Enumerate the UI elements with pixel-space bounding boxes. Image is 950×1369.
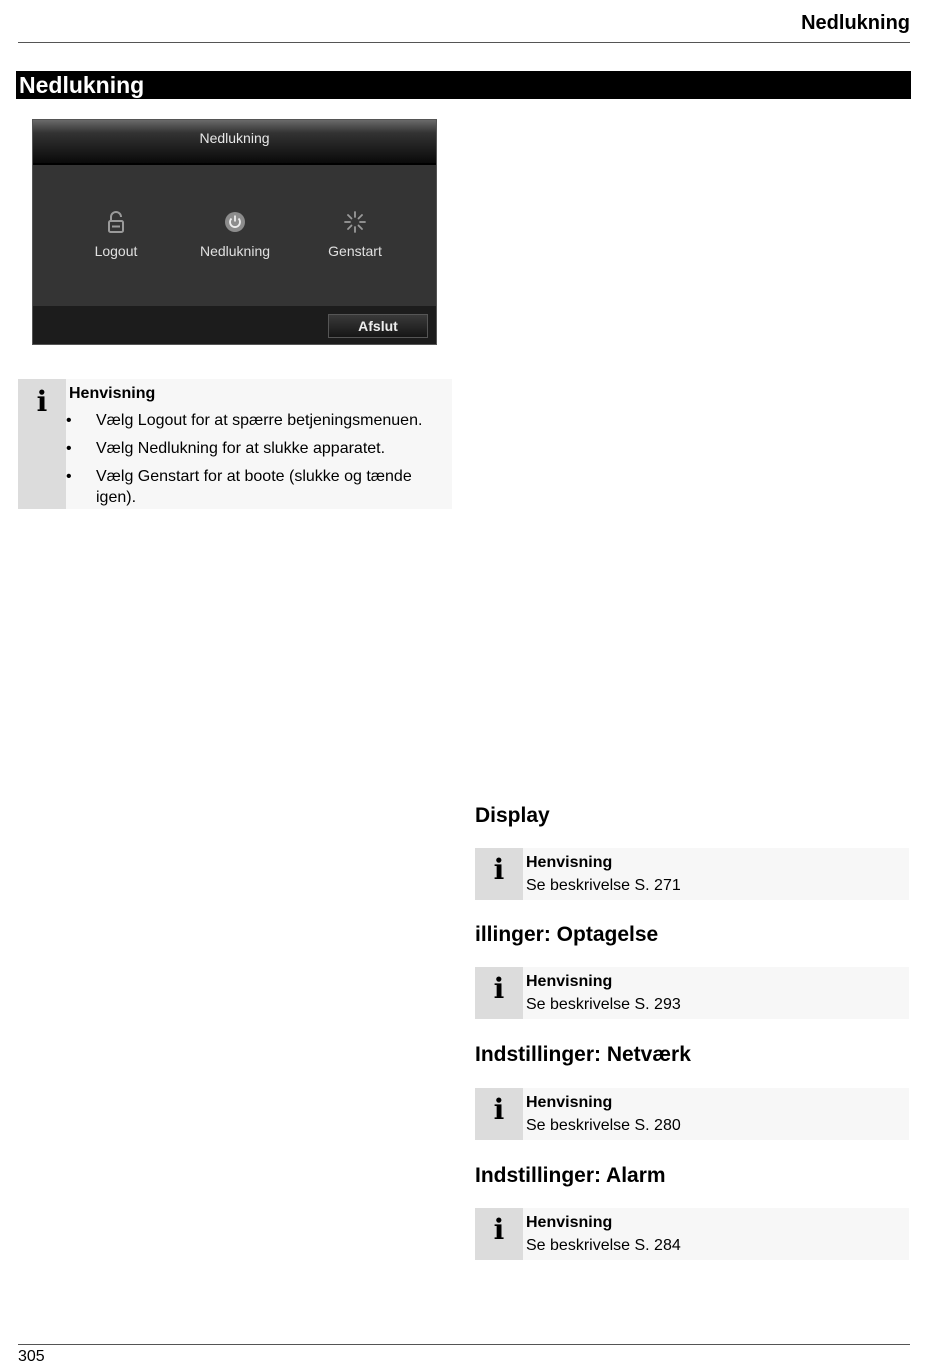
info-icon: i (493, 1093, 505, 1126)
note-text: Se beskrivelse S. 293 (526, 996, 681, 1013)
list-item: • Vælg Logout for at spærre betjeningsmenuen. (69, 410, 452, 431)
running-header: Nedlukning (18, 12, 910, 43)
info-icon: i (493, 1213, 505, 1246)
note-box-display (475, 848, 909, 900)
note-title: Henvisning (69, 385, 156, 402)
info-icon: i (36, 385, 48, 418)
note-text: Se beskrivelse S. 284 (526, 1237, 681, 1254)
restart-label: Genstart (328, 243, 382, 259)
note-title: Henvisning (526, 854, 613, 871)
section-heading-display: Display (475, 804, 550, 827)
shutdown-dialog-screenshot (32, 119, 437, 345)
restart-option (305, 209, 405, 259)
note-text: Se beskrivelse S. 271 (526, 877, 681, 894)
note-list (69, 410, 452, 508)
logout-label: Logout (94, 243, 138, 259)
restart-spinner-icon (305, 209, 405, 237)
section-heading-recording: illinger: Optagelse (475, 923, 659, 946)
shutdown-label: Nedlukning (199, 243, 271, 259)
info-icon: i (493, 972, 505, 1005)
lock-icon (66, 209, 166, 237)
note-title: Henvisning (526, 1094, 613, 1111)
section-heading-network: Indstillinger: Netværk (475, 1043, 691, 1066)
shutdown-option (185, 209, 285, 259)
note-title: Henvisning (526, 1214, 613, 1231)
note-title: Henvisning (526, 973, 613, 990)
note-box-recording (475, 967, 909, 1019)
page-number: 305 (18, 1348, 45, 1365)
dialog-title: Nedlukning (33, 120, 436, 165)
dialog-body (33, 165, 436, 308)
note-text: Se beskrivelse S. 280 (526, 1117, 681, 1134)
exit-button: Afslut (328, 314, 428, 338)
section-title-bar: Nedlukning (16, 71, 911, 99)
list-item: • Vælg Genstart for at boote (slukke og tænde igen). (69, 466, 452, 508)
dialog-footer (33, 306, 436, 344)
footer-rule (18, 1344, 910, 1345)
logout-option (66, 209, 166, 259)
list-item: • Vælg Nedlukning for at slukke apparatet. (69, 438, 452, 459)
note-box-alarm (475, 1208, 909, 1260)
power-icon (185, 209, 285, 237)
section-heading-alarm: Indstillinger: Alarm (475, 1164, 666, 1187)
note-box-main (18, 379, 452, 509)
info-icon: i (493, 853, 505, 886)
note-box-network (475, 1088, 909, 1140)
